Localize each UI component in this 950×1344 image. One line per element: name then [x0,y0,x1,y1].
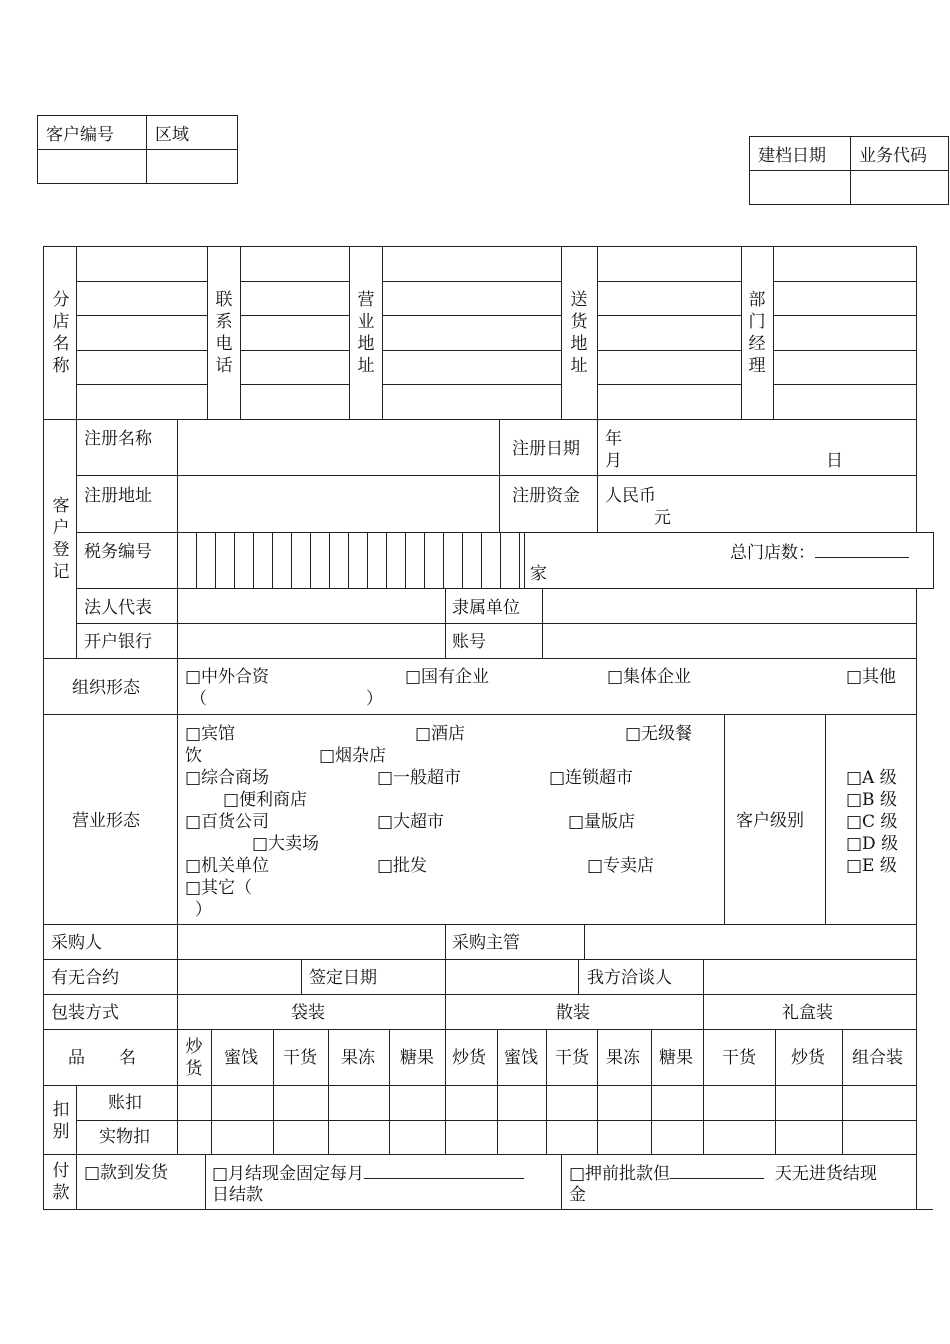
org-form-label: 组织形态 [72,678,140,698]
biz-option-supermarket[interactable]: □一般超市 [377,768,462,788]
org-option-joint-venture[interactable]: □中外合资 [185,667,270,687]
bulk-item-candy: 糖果 [659,1048,693,1068]
top-left-table [37,115,238,184]
file-date-field[interactable] [750,171,851,205]
mortgage-days-field[interactable] [670,1162,764,1179]
business-code-field[interactable] [851,171,949,205]
customer-number-label: 客户编号 [38,116,147,150]
bag-item-jelly: 果冻 [341,1048,375,1068]
gift-item-combo: 组合装 [852,1048,903,1068]
bulk-item-preserved: 蜜饯 [504,1048,538,1068]
product-name-label: 品 名 [68,1048,136,1068]
biz-option-other-close: ） [195,900,212,920]
account-label: 账号 [452,632,486,652]
bulk-item-dried: 干货 [555,1048,589,1068]
affiliated-label: 隶属单位 [452,598,520,618]
org-other-paren-open: （ [190,689,207,709]
bank-label: 开户银行 [84,632,152,652]
business-address-label: 营业地址 [357,290,375,376]
file-date-label: 建档日期 [750,137,851,171]
payment-option-monthly[interactable]: □月结现金固定每月 [212,1162,524,1185]
packaging-gift: 礼盒装 [782,1003,833,1023]
deduction-label: 扣别 [52,1100,70,1142]
biz-option-mall[interactable]: □综合商场 [185,768,270,788]
biz-option-department[interactable]: □百货公司 [185,812,270,832]
customer-reg-label: 客户登记 [52,496,70,582]
biz-option-other[interactable]: □其它（ [185,878,253,898]
shop-name-label: 分店名称 [52,290,70,376]
reg-capital-label: 注册资金 [512,486,580,506]
total-stores-field[interactable] [815,541,909,558]
org-option-other[interactable]: □其他 [846,667,897,687]
tax-no-label: 税务编号 [84,542,152,562]
biz-option-restaurant-cont: 饮 [185,746,202,766]
biz-option-convenience[interactable]: □便利商店 [223,790,308,810]
level-option-d[interactable]: □D 级 [846,834,899,854]
payment-option-mortgage[interactable]: □押前批款但 天无进货结现 [569,1164,877,1184]
legal-rep-label: 法人代表 [84,598,152,618]
packaging-bulk: 散装 [556,1003,590,1023]
bag-item-roasted: 炒货 [185,1037,203,1079]
biz-option-inn[interactable]: □酒店 [415,724,466,744]
reg-date-year: 年 [605,429,622,449]
reg-date-day: 日 [826,451,843,471]
gift-item-roasted: 炒货 [791,1048,825,1068]
bag-item-candy: 糖果 [400,1048,434,1068]
phone-label: 联系电话 [215,290,233,376]
buyer-label: 采购人 [51,933,102,953]
biz-option-volume[interactable]: □量版店 [568,812,636,832]
capital-currency: 人民币 [605,486,656,506]
biz-option-hotel[interactable]: □宾馆 [185,724,236,744]
delivery-address-label: 送货地址 [570,290,588,376]
bulk-item-jelly: 果冻 [606,1048,640,1068]
goods-deduction-label: 实物扣 [99,1127,150,1147]
biz-option-tobacco[interactable]: □烟杂店 [319,746,387,766]
level-option-a[interactable]: □A 级 [846,768,897,788]
customer-number-field[interactable] [38,150,147,184]
account-deduction-label: 账扣 [108,1093,142,1113]
biz-option-chain[interactable]: □连锁超市 [549,768,634,788]
business-code-label: 业务代码 [851,137,949,171]
packaging-label: 包装方式 [51,1003,119,1023]
org-other-paren-close: ） [366,689,383,709]
biz-form-label: 营业形态 [72,811,140,831]
region-field[interactable] [147,150,238,184]
payment-option-mortgage-cont: 金 [569,1185,586,1205]
level-option-b[interactable]: □B 级 [846,790,897,810]
reg-name-label: 注册名称 [84,429,152,449]
manager-label: 部门经理 [748,290,766,376]
bulk-item-roasted: 炒货 [452,1048,486,1068]
region-label: 区域 [147,116,238,150]
biz-option-specialty[interactable]: □专卖店 [587,856,655,876]
reg-date-label: 注册日期 [512,439,580,459]
reg-address-label: 注册地址 [84,486,152,506]
contract-label: 有无合约 [51,968,119,988]
level-option-e[interactable]: □E 级 [846,856,897,876]
bag-item-dried: 干货 [283,1048,317,1068]
biz-option-bigstore[interactable]: □大卖场 [252,834,320,854]
org-option-collective[interactable]: □集体企业 [607,667,692,687]
total-stores-label: 总门店数： [730,541,909,564]
total-stores-unit: 家 [530,564,547,584]
negotiator-label: 我方洽谈人 [587,968,672,988]
biz-option-institution[interactable]: □机关单位 [185,856,270,876]
sign-date-label: 签定日期 [309,968,377,988]
reg-date-month: 月 [605,451,622,471]
payment-label: 付款 [52,1161,70,1203]
biz-option-hypermarket[interactable]: □大超市 [377,812,445,832]
level-option-c[interactable]: □C 级 [846,812,898,832]
biz-option-wholesale[interactable]: □批发 [377,856,428,876]
capital-unit: 元 [654,508,671,528]
bag-item-preserved: 蜜饯 [224,1048,258,1068]
biz-option-restaurant[interactable]: □无级餐 [625,724,693,744]
gift-item-dried: 干货 [722,1048,756,1068]
monthly-day-field[interactable] [364,1162,524,1179]
top-right-table [749,136,949,205]
supervisor-label: 采购主管 [452,933,520,953]
packaging-bag: 袋装 [291,1003,325,1023]
payment-option-monthly-cont: 日结款 [212,1185,263,1205]
customer-level-label: 客户级别 [736,811,804,831]
payment-option-cod[interactable]: □款到发货 [84,1163,169,1183]
org-option-state-owned[interactable]: □国有企业 [405,667,490,687]
